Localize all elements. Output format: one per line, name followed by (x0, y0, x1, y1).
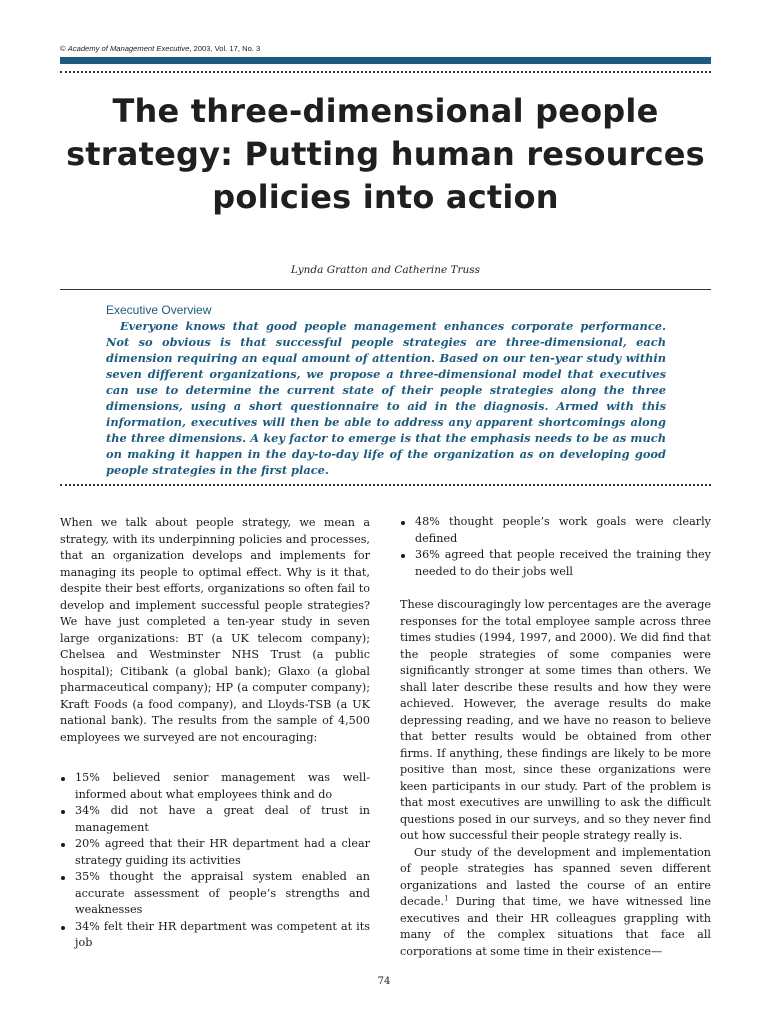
list-item: 34% did not have a great deal of trust in management (60, 803, 370, 836)
header-dotted-divider (60, 71, 711, 73)
survey-results-list-continued (400, 514, 711, 580)
list-item: 35% thought the appraisal system enabled an accurate assessment of people’s strengths and weaknesses (60, 869, 370, 919)
executive-overview-body: Everyone knows that good people management enhances corporate performance. Not so obvious is that successful people strategies are three-dimensional, each dimension requiring an equal amount of attention. Based on our ten-year study within seven different organizations, we propose a three-dimensional model that executives can use to determine the current state of their people strategies along the three dimensions, using a short questionnaire to aid in the diagnosis. Armed with this information, executives will then be able to address any apparent shortcomings along the three dimensions. A key factor to emerge is that the emphasis needs to be as much on making it happen in the day-to-day life of the organization as on developing good people strategies in the first place. (106, 319, 666, 477)
study-paragraph-text: Our study of the development and implementation of people strategies has spanned seven different organizations and lasted the course of an entire decade. (400, 845, 711, 908)
list-item: 48% thought people’s work goals were clearly defined (400, 514, 711, 547)
journal-name: Academy of Management Executive (67, 44, 190, 53)
study-paragraph-continued: During that time, we have witnessed line executives and their HR colleagues grappling with many of the complex situations that face all corporations at some time in their existence— (400, 895, 711, 958)
intro-paragraph: When we talk about people strategy, we mean a strategy, with its underpinning policies and processes, that an organization develops and implements for managing its people to optimal effect. Why is it that, despite their best efforts, organizations so often fail to develop and implement successful people strategies? We have just completed a ten-year study in seven large organizations: BT (a UK telecom company); Chelsea and Westminster NHS Trust (a public hospital); Citibank (a global bank); Glaxo (a global pharmaceutical company); HP (a computer company); Kraft Foods (a food company), and Lloyds-TSB (a UK national bank). The results from the sample of 4,500 employees we surveyed are not encouraging: (60, 516, 370, 744)
list-item: 36% agreed that people received the training they needed to do their jobs well (400, 547, 711, 580)
right-column (400, 514, 711, 960)
results-paragraph: These discouragingly low percentages are the average responses for the total employee sample across three times studies (1994, 1997, and 2000). We did find that the people strategies of some companies were significantly stronger at some times than others. We shall later describe these results and how they were achieved. However, the average results do make depressing reading, and we have no reason to believe that better results would be obtained from other firms. If anything, these findings are likely to be more positive than most, since these organizations were keen participants in our study. Part of the problem is that most executives are unwilling to ask the difficult questions posed in our surveys, and so they never find out how successful their people strategy really is. (400, 598, 711, 842)
list-item: 34% felt their HR department was competent at its job (60, 919, 370, 952)
article-title: The three-dimensional people strategy: Putting human resources policies into action (66, 92, 705, 216)
executive-overview-heading: Executive Overview (106, 303, 212, 317)
article-authors: Lynda Gratton and Catherine Truss (290, 264, 481, 276)
survey-results-list (60, 770, 370, 952)
overview-top-rule (60, 289, 711, 290)
study-paragraph (400, 845, 711, 961)
footnote-reference[interactable]: 1 (444, 894, 449, 903)
running-head (60, 44, 260, 53)
copyright-symbol: © (60, 44, 66, 53)
page-number: 74 (377, 976, 391, 987)
list-item: 15% believed senior management was well-informed about what employees think and do (60, 770, 370, 803)
overview-dotted-divider (60, 484, 711, 486)
left-column (60, 515, 370, 952)
journal-citation: , 2003, Vol. 17, No. 3 (189, 44, 261, 53)
header-color-bar (60, 57, 711, 64)
list-item: 20% agreed that their HR department had a clear strategy guiding its activities (60, 836, 370, 869)
